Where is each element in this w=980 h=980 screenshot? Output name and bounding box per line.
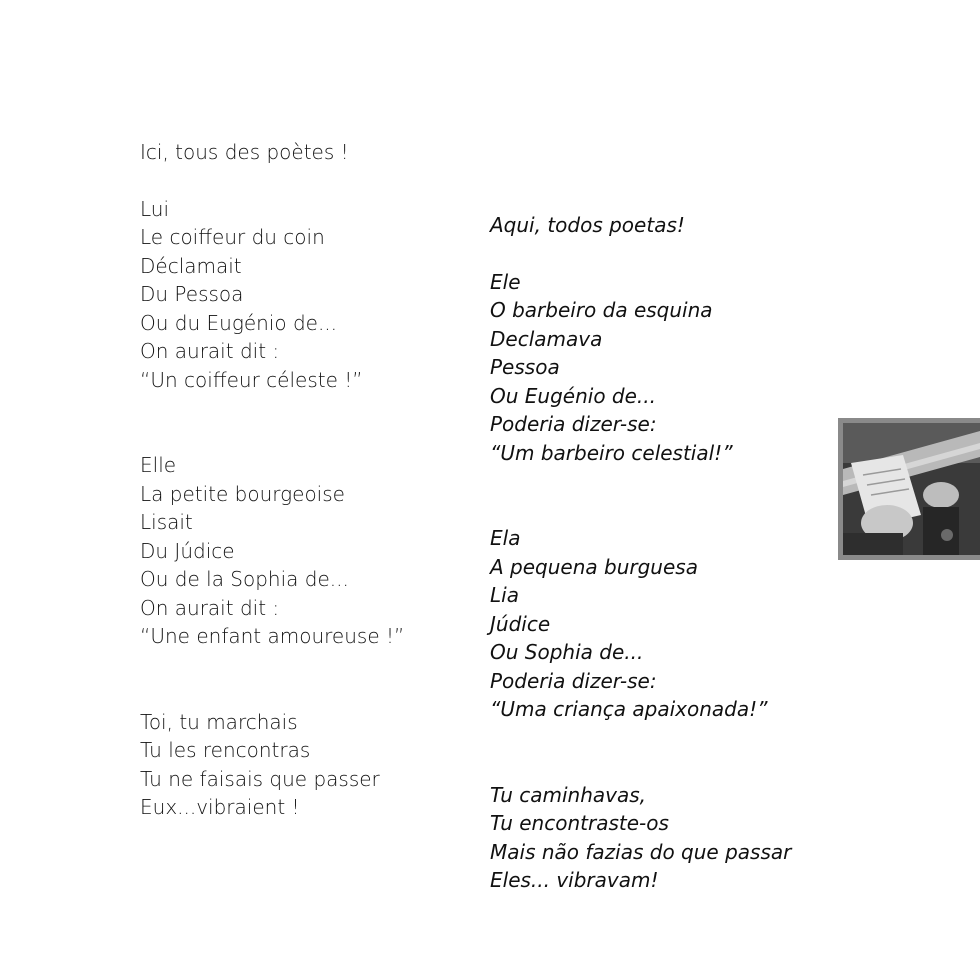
hands-holding-paper-photo [838,418,980,560]
french-stanza-3 [140,708,404,822]
poem-line: Ou Sophia de... [490,640,644,664]
poem-line: Tu les rencontras [140,738,311,762]
poem-line: Mais não fazias do que passar [490,839,792,864]
poem-line: Le coiffeur du coin [140,225,325,249]
poem-line: Ele [490,269,521,294]
portuguese-stanza-2 [490,524,791,724]
poem-line: Poderia dizer-se: [490,412,657,436]
poem-line: Du Pessoa [140,282,244,306]
poem-line: Ela [490,526,521,550]
poem-line: Ou du Eugénio de... [140,310,338,335]
poem-line: Declamava [490,326,603,351]
poem-line: Du Júdice [140,538,235,563]
stanza-gap [490,467,791,524]
poem-line: A pequena burguesa [490,554,698,579]
poem-line: Toi, tu marchais [140,709,298,734]
stanza-gap [490,724,791,781]
french-stanza-1 [140,195,404,395]
poem-line: On aurait dit : [140,595,280,620]
poem-line: Tu caminhavas, [490,782,647,807]
portuguese-title: Aqui, todos poetas! [490,213,685,237]
portuguese-poem [490,211,791,895]
poem-line: Déclamait [140,253,242,278]
french-poem [140,138,404,822]
stanza-gap [140,394,404,451]
poem-line: Eux...vibraient ! [140,795,300,819]
poem-line: La petite bourgeoise [140,481,345,506]
french-stanza-2 [140,451,404,651]
poem-line: Elle [140,453,177,477]
poem-line: Ou de la Sophia de... [140,567,349,591]
poem-line: “Une enfant amoureuse !” [140,624,405,648]
stanza-gap [140,651,404,708]
poem-line: Eles... vibravam! [490,868,659,892]
photo-illustration [843,423,980,555]
poem-line: Pessoa [490,355,560,379]
poem-line: O barbeiro da esquina [490,298,713,322]
french-title: Ici, tous des poètes ! [140,140,349,164]
poem-line: “Uma criança apaixonada!” [490,697,768,721]
poem-line: Júdice [490,611,551,636]
poem-line: Tu ne faisais que passer [140,766,380,791]
poem-line: Tu encontraste-os [490,811,669,835]
poem-line: Lui [140,196,170,221]
poem-line: “Um barbeiro celestial!” [490,440,733,465]
poem-line: Lisait [140,510,193,534]
portuguese-stanza-3 [490,781,791,895]
poem-line: Ou Eugénio de... [490,383,656,408]
poem-line: Poderia dizer-se: [490,668,657,693]
poem-line: Lia [490,583,519,607]
poem-line: “Un coiffeur céleste !” [140,367,363,392]
portuguese-stanza-1 [490,268,791,468]
poem-line: On aurait dit : [140,339,280,363]
